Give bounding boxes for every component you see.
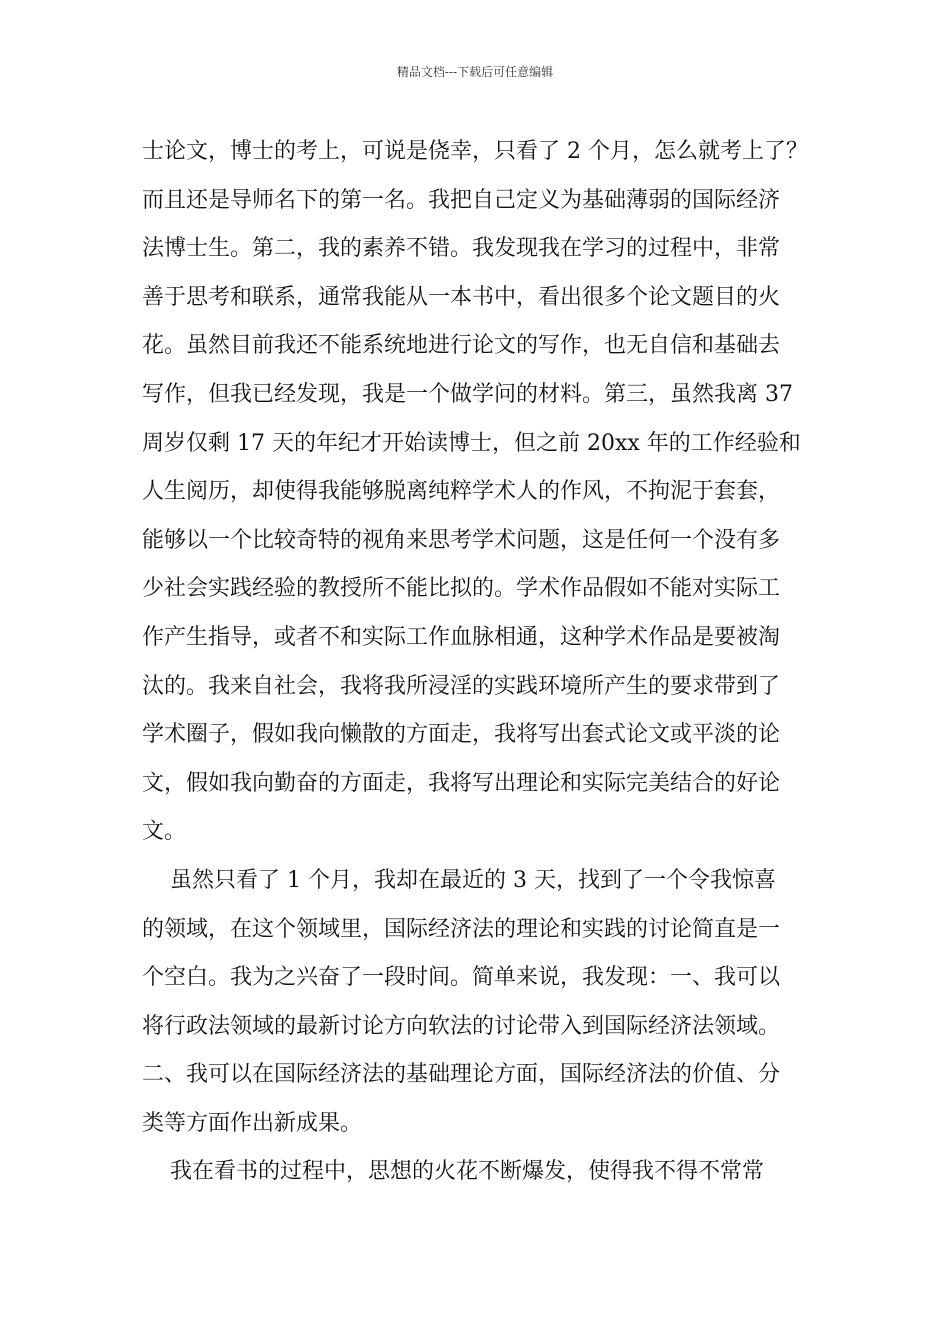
text-line: 个空白。我为之兴奋了一段时间。简单来说，我发现：一、我可以 <box>142 965 781 991</box>
text-line: 学术圈子，假如我向懒散的方面走，我将写出套式论文或平淡的论 <box>142 722 781 748</box>
text-line: 周岁仅剩 17 天的年纪才开始读博士，但之前 20xx 年的工作经验和 <box>142 430 801 456</box>
paragraph-3 <box>142 1148 812 1197</box>
text-line: 作产生指导，或者不和实际工作血脉相通，这种学术作品是要被淘 <box>142 624 781 650</box>
document-body <box>142 128 812 1197</box>
text-line: 善于思考和联系，通常我能从一本书中，看出很多个论文题目的火 <box>142 284 781 310</box>
text-line: 将行政法领域的最新讨论方向软法的讨论带入到国际经济法领域。 <box>142 1013 781 1039</box>
text-line: 写作，但我已经发现，我是一个做学问的材料。第三，虽然我离 37 <box>142 381 793 407</box>
text-line: 法博士生。第二，我的素养不错。我发现我在学习的过程中，非常 <box>142 236 781 262</box>
text-line: 人生阅历，却使得我能够脱离纯粹学术人的作风，不拘泥于套套， <box>142 479 781 505</box>
text-line: 类等方面作出新成果。 <box>142 1110 363 1136</box>
text-line: 少社会实践经验的教授所不能比拟的。学术作品假如不能对实际工 <box>142 576 781 602</box>
text-line: 虽然只看了 1 个月，我却在最近的 3 天，找到了一个令我惊喜 <box>142 867 776 893</box>
text-line: 文，假如我向勤奋的方面走，我将写出理论和实际完美结合的好论 <box>142 770 781 796</box>
text-line: 汰的。我来自社会，我将我所浸淫的实践环境所产生的要求带到了 <box>142 673 781 699</box>
text-line: 的领域，在这个领域里，国际经济法的理论和实践的讨论简直是一 <box>142 916 781 942</box>
text-line: 而且还是导师名下的第一名。我把自己定义为基础薄弱的国际经济 <box>142 187 781 213</box>
text-line: 二、我可以在国际经济法的基础理论方面，国际经济法的价值、分 <box>142 1062 781 1088</box>
page-header: 精品文档---下载后可任意编辑 <box>396 65 554 79</box>
text-line: 花。虽然目前我还不能系统地进行论文的写作，也无自信和基础去 <box>142 333 781 359</box>
text-line: 我在看书的过程中，思想的火花不断爆发，使得我不得不常常 <box>142 1159 764 1185</box>
text-line: 士论文，博士的考上，可说是侥幸，只看了 2 个月，怎么就考上了？ <box>142 139 808 164</box>
paragraph-2 <box>142 857 812 1149</box>
text-line: 能够以一个比较奇特的视角来思考学术问题，这是任何一个没有多 <box>142 527 781 553</box>
text-line: 文。 <box>142 819 187 845</box>
paragraph-1 <box>142 128 812 857</box>
